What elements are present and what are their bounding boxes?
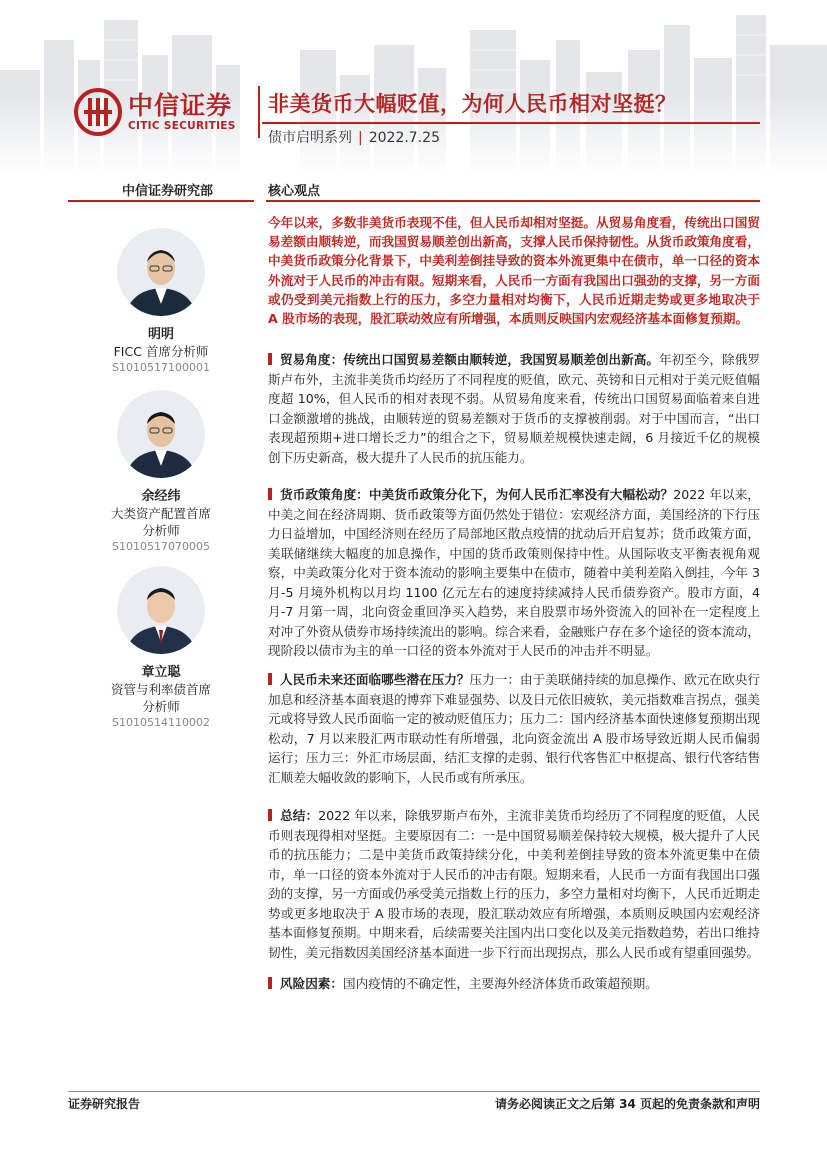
bullet-marker: [268, 809, 272, 821]
bullet-marker: [268, 353, 272, 365]
bullet-body: 国内疫情的不确定性，主要海外经济体货币政策超预期。: [342, 976, 658, 991]
bullet-risk-factors: [268, 974, 760, 994]
bullet-marker: [268, 488, 272, 500]
bullet-lead: 货币政策角度：中美货币政策分化下，为何人民币汇率没有大幅松动？: [280, 487, 674, 502]
header-divider: [258, 86, 260, 138]
analyst-name: 明明: [147, 327, 174, 342]
report-subtitle: [268, 127, 440, 147]
bullet-lead: 人民币未来还面临哪些潜在压力？: [280, 672, 470, 687]
footer-rule: [68, 1091, 760, 1092]
analyst-title: FICC 首席分析师: [113, 344, 209, 359]
brand-name-en: CITIC SECURITIES: [128, 120, 236, 132]
analyst-card: [68, 566, 254, 731]
analyst-title: 大类资产配置首席 分析师: [110, 506, 211, 538]
bullet-lead: 总结：: [280, 808, 319, 823]
left-column-rule: [68, 200, 254, 202]
core-views-summary: 今年以来，多数非美货币表现不佳，但人民币却相对坚挺。从贸易角度看，传统出口国贸易差额由顺转逆，而我国贸易顺差创出新高，支撑人民币保持韧性。从货币政策角度看，中美货币政策分化背景下，中美利差倒挂导致的资本外流更集中在债市，单一口径的资本外流对于人民币的冲击有限。短期来看，人民币一方面有我国出口强劲的支撑，另一方面或仍受到美元指数上行的压力，多空力量相对均衡下，人民币近期走势或更多地取决于 A 股市场的表现，股汇联动效应有所增强，本质则反映国内宏观经济基本面修复预期。: [268, 215, 760, 327]
citic-emblem-icon: [74, 88, 122, 136]
analyst-photo: [117, 566, 205, 654]
bullet-lead: 贸易角度：传统出口国贸易差额由顺转逆，我国贸易顺差创出新高。: [280, 352, 659, 367]
bullet-lead: 风险因素：: [280, 976, 343, 991]
bullet-body: 压力一：由于美联储持续的加息操作、欧元在欧央行加息和经济基本面衰退的博弈下难显强势、以及日元依旧疲软，美元指数难言拐点，强美元或将导致人民币面临一定的被动贬值压力；压力二：国内经济基本面快速修复预期出现松动，7 月以来股汇两市联动性有所增强，北向资金流出 A 股市场导致近期人民币偏弱运行；压力三：外汇市场层面，结汇支撑的走弱、银行代客售汇中枢提高、银行代客结售汇顺差大幅收敛的影响下，人民币或有所承压。: [268, 672, 761, 785]
footer-disclaimer: 请务必阅读正文之后第 34 页起的免责条款和声明: [494, 1097, 760, 1111]
brand-name-cn: 中信证券: [128, 91, 233, 120]
bullet-marker: [268, 977, 272, 989]
report-date: 2022.7.25: [368, 130, 440, 146]
research-dept-heading: 中信证券研究部: [122, 184, 214, 199]
analyst-name: 章立聪: [141, 665, 181, 680]
title-underline: [262, 122, 760, 124]
analyst-name: 余经纬: [141, 489, 181, 504]
analyst-license: S1010517100001: [112, 361, 210, 374]
report-series: 债市启明系列: [268, 130, 352, 146]
bullet-body: 年初至今，除俄罗斯卢布外，主流非美货币均经历了不同程度的贬值，欧元、英镑和日元相对于美元贬值幅度超 10%，但人民币的相对表现不弱。从贸易角度来看，传统出口国贸易面临着来自进口金额激增的挑战，由顺转逆的贸易差额对于货币的支撑被削弱。对于中国而言，“出口表现超预期+进口增长乏力”的组合之下，贸易顺差规模快速走阔，6 月接近千亿的规模创下历史新高，极大提升了人民币的抗压能力。: [268, 352, 761, 465]
analyst-title: 资管与利率债首席 分析师: [110, 682, 211, 714]
bullet-marker: [268, 673, 272, 685]
core-views-heading: 核心观点: [268, 184, 321, 199]
analyst-license: S1010517070005: [112, 540, 210, 553]
bullet-body: 2022 年以来，除俄罗斯卢布外，主流非美货币均经历了不同程度的贬值，人民币则表现得相对坚挺。主要原因有二：一是中国贸易顺差保持较大规模，极大提升了人民币的抗压能力；二是中美货币政策持续分化，中美利差倒挂导致的资本外流更集中在债市，单一口径的资本外流对于人民币的冲击有限。短期来看，人民币一方面有我国出口强劲的支撑，另一方面或仍承受美元指数上行的压力，多空力量相对均衡下，人民币近期走势或更多地取决于 A 股市场的表现，股汇联动效应有所增强，本质则反映国内宏观经济基本面修复预期。中期来看，后续需要关注国内出口变化以及美元指数趋势，若出口维持韧性，美元指数因美国经济基本面进一步下行而出现拐点，那么人民币或有望重回强势。: [268, 808, 760, 960]
analyst-card: [68, 228, 254, 376]
citic-logo: [74, 88, 236, 136]
bullet-conclusion: [268, 806, 760, 962]
analyst-photo: [117, 390, 205, 478]
bullet-trade: [268, 350, 760, 467]
subtitle-separator: |: [358, 130, 363, 146]
right-column-rule: [266, 200, 760, 202]
analyst-card: [68, 390, 254, 555]
bullet-potential-pressure: [268, 670, 760, 787]
report-title: 非美货币大幅贬值，为何人民币相对坚挺？: [268, 92, 677, 116]
bullet-monetary-policy: [268, 485, 760, 661]
bullet-body: 2022 年以来，中美之间在经济周期、货币政策等方面仍然处于错位：宏观经济方面，美国经济的下行压力日益增加，中国经济则在经历了局部地区散点疫情的扰动后开启复苏；货币政策方面，美联储继续大幅度的加息操作，中国的货币政策则保持中性。从国际收支平衡表视角观察，中美政策分化对于资本流动的影响主要集中在债市，随着中美利差陷入倒挂，今年 3 月-5 月境外机构以月均 1100 亿元左右的速度持续减持人民币债券资产。股市方面，4 月-7 月第一周，北向资金重回净买入趋势，来自股票市场外资流入的回补在一定程度上对冲了外资从债券市场持续流出的影响。综合来看，金融账户存在多个途径的资本流动，现阶段以债市为主的单一口径的资本外流对于人民币的冲击并不明显。: [268, 487, 760, 658]
analyst-photo: [117, 228, 205, 316]
analyst-license: S1010514110002: [112, 716, 210, 729]
footer-report-type: 证券研究报告: [68, 1097, 141, 1111]
